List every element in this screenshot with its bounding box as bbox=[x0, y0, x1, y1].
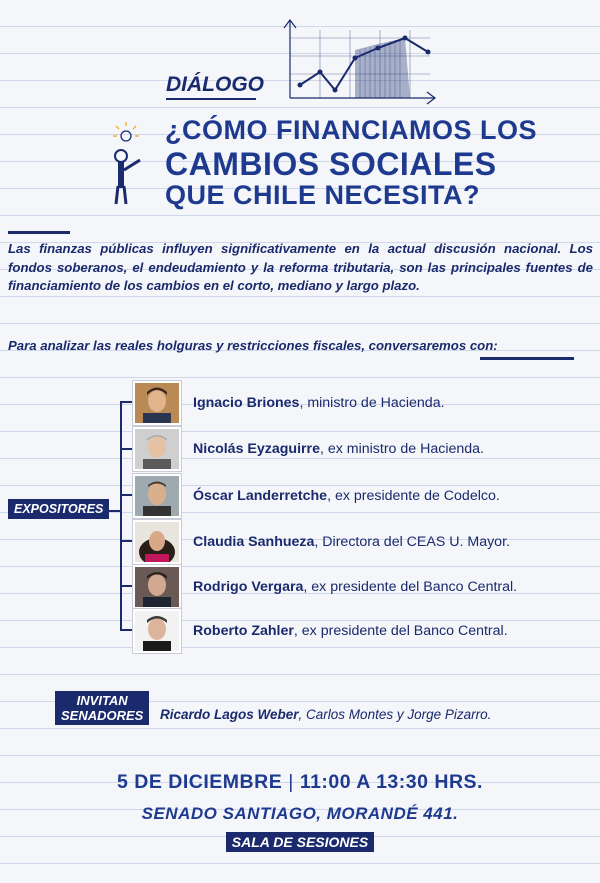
speaker-row bbox=[133, 383, 445, 423]
person-idea-icon bbox=[110, 120, 155, 208]
tree-branch bbox=[120, 401, 132, 403]
intro-paragraph: Las finanzas públicas influyen significativamente en la actual discusión nacional. Los fondos soberanos, el endeudamiento y la reforma tributaria, son las principales fuentes de financiamiento de los cambios en el corto, mediano y largo plazo. bbox=[8, 241, 593, 293]
speaker-name: Ignacio Briones bbox=[193, 395, 300, 411]
speaker-name: Nicolás Eyzaguirre bbox=[193, 441, 320, 457]
title-line-1: ¿CÓMO FINANCIAMOS LOS bbox=[165, 115, 537, 145]
tree-branch bbox=[120, 540, 132, 542]
speaker-photo bbox=[133, 520, 181, 564]
speaker-role: , ministro de Hacienda. bbox=[299, 395, 445, 411]
event-room-wrap bbox=[0, 832, 600, 852]
tree-branch bbox=[120, 585, 132, 587]
speaker-role: , ex presidente del Banco Central. bbox=[303, 579, 518, 595]
intro-rule bbox=[8, 231, 70, 234]
chart-doodle-icon bbox=[280, 10, 440, 105]
invitan-tag-line-2: SENADORES bbox=[61, 708, 144, 723]
invitan-tag bbox=[55, 691, 149, 725]
speaker-row bbox=[133, 476, 500, 516]
event-datetime bbox=[0, 771, 600, 794]
speaker-role: , ex presidente del Banco Central. bbox=[293, 623, 508, 639]
event-venue: SENADO SANTIAGO, MORANDÉ 441. bbox=[141, 804, 459, 823]
title-line-2: CAMBIOS SOCIALES bbox=[165, 146, 497, 182]
speaker-row bbox=[133, 429, 484, 469]
speaker-name: Óscar Landerretche bbox=[193, 488, 328, 504]
tree-branch bbox=[120, 629, 132, 631]
speaker-role: , ex ministro de Hacienda. bbox=[319, 441, 484, 457]
speaker-photo bbox=[133, 427, 181, 471]
speaker-photo bbox=[133, 565, 181, 609]
host-names-rest: , Carlos Montes y Jorge Pizarro. bbox=[298, 707, 492, 722]
speakers-tree-line bbox=[120, 401, 122, 631]
speaker-photo bbox=[133, 609, 181, 653]
event-separator: | bbox=[288, 771, 294, 793]
speaker-row bbox=[133, 567, 517, 607]
speaker-role: , Directora del CEAS U. Mayor. bbox=[314, 534, 510, 550]
prompt-underline bbox=[480, 357, 574, 360]
intro-prompt: Para analizar las reales holguras y restricciones fiscales, conversaremos con: bbox=[8, 338, 498, 353]
title-line-3: QUE CHILE NECESITA? bbox=[165, 180, 481, 210]
host-name-1: Ricardo Lagos Weber bbox=[160, 707, 299, 722]
tree-branch bbox=[120, 448, 132, 450]
event-date: 5 DE DICIEMBRE bbox=[117, 771, 283, 793]
event-time: 11:00 A 13:30 HRS. bbox=[299, 771, 483, 793]
hosts-names bbox=[160, 707, 491, 722]
speaker-row bbox=[133, 611, 508, 651]
speaker-name: Roberto Zahler bbox=[193, 623, 294, 639]
expositores-tag: EXPOSITORES bbox=[8, 499, 109, 519]
speaker-photo bbox=[133, 381, 181, 425]
speaker-role: , ex presidente de Codelco. bbox=[327, 488, 500, 504]
dialogo-label: DIÁLOGO bbox=[166, 73, 264, 96]
speaker-row bbox=[133, 522, 510, 562]
event-room: SALA DE SESIONES bbox=[226, 832, 374, 852]
speaker-photo bbox=[133, 474, 181, 518]
speaker-name: Claudia Sanhueza bbox=[193, 534, 315, 550]
invitan-tag-line-1: INVITAN bbox=[76, 693, 128, 708]
tree-branch bbox=[120, 494, 132, 496]
speaker-name: Rodrigo Vergara bbox=[193, 579, 304, 595]
dialogo-underline bbox=[166, 98, 256, 100]
